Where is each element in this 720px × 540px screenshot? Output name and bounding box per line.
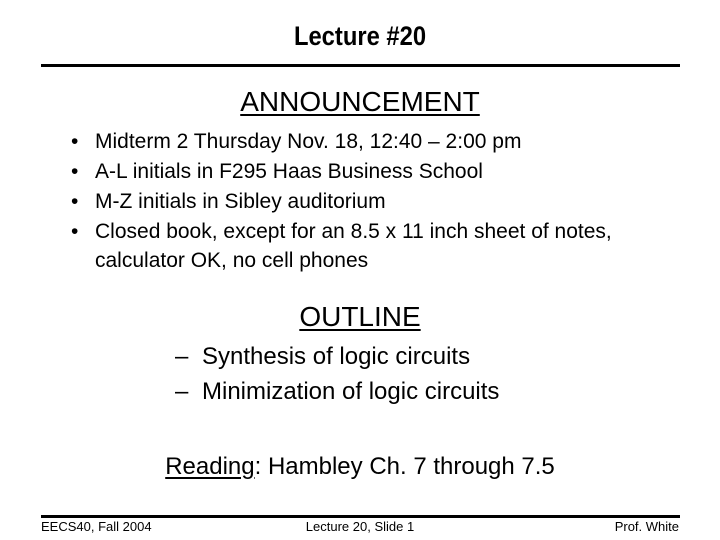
- slide-title: Lecture #20: [293, 21, 427, 51]
- outline-text: Minimization of logic circuits: [202, 378, 500, 405]
- announcement-text: A-L initials in F295 Haas Business School: [95, 160, 483, 183]
- reading-line: [0, 450, 720, 484]
- dash-icon: –: [175, 378, 189, 405]
- footer-author: Prof. White: [614, 519, 679, 534]
- outline-heading: OUTLINE: [299, 301, 421, 332]
- footer-slide-number: Lecture 20, Slide 1: [305, 519, 415, 534]
- list-item: [0, 374, 499, 409]
- list-item: [0, 187, 655, 216]
- announcement-text: M-Z initials in Sibley auditorium: [95, 190, 386, 213]
- bullet-icon: •: [71, 220, 79, 243]
- announcement-text: Midterm 2 Thursday Nov. 18, 12:40 – 2:00 pm: [95, 130, 522, 153]
- dash-icon: –: [175, 343, 189, 370]
- list-item: [0, 339, 499, 374]
- list-item: [0, 217, 655, 275]
- announcement-heading: ANNOUNCEMENT: [240, 86, 480, 117]
- bullet-icon: •: [71, 130, 79, 153]
- reading-label: Reading: [165, 453, 255, 480]
- footer-course: EECS40, Fall 2004: [41, 519, 152, 534]
- title-divider: [41, 64, 680, 67]
- outline-text: Synthesis of logic circuits: [202, 343, 471, 370]
- list-item: [0, 127, 655, 156]
- footer-divider: [41, 515, 680, 518]
- bullet-icon: •: [71, 160, 79, 183]
- reading-text: : Hambley Ch. 7 through 7.5: [254, 453, 555, 480]
- outline-list: [0, 339, 499, 409]
- bullet-icon: •: [71, 190, 79, 213]
- announcement-list: [0, 127, 655, 275]
- announcement-text: Closed book, except for an 8.5 x 11 inch sheet of notes, calculator OK, no cell phones: [95, 220, 612, 272]
- list-item: [0, 157, 655, 186]
